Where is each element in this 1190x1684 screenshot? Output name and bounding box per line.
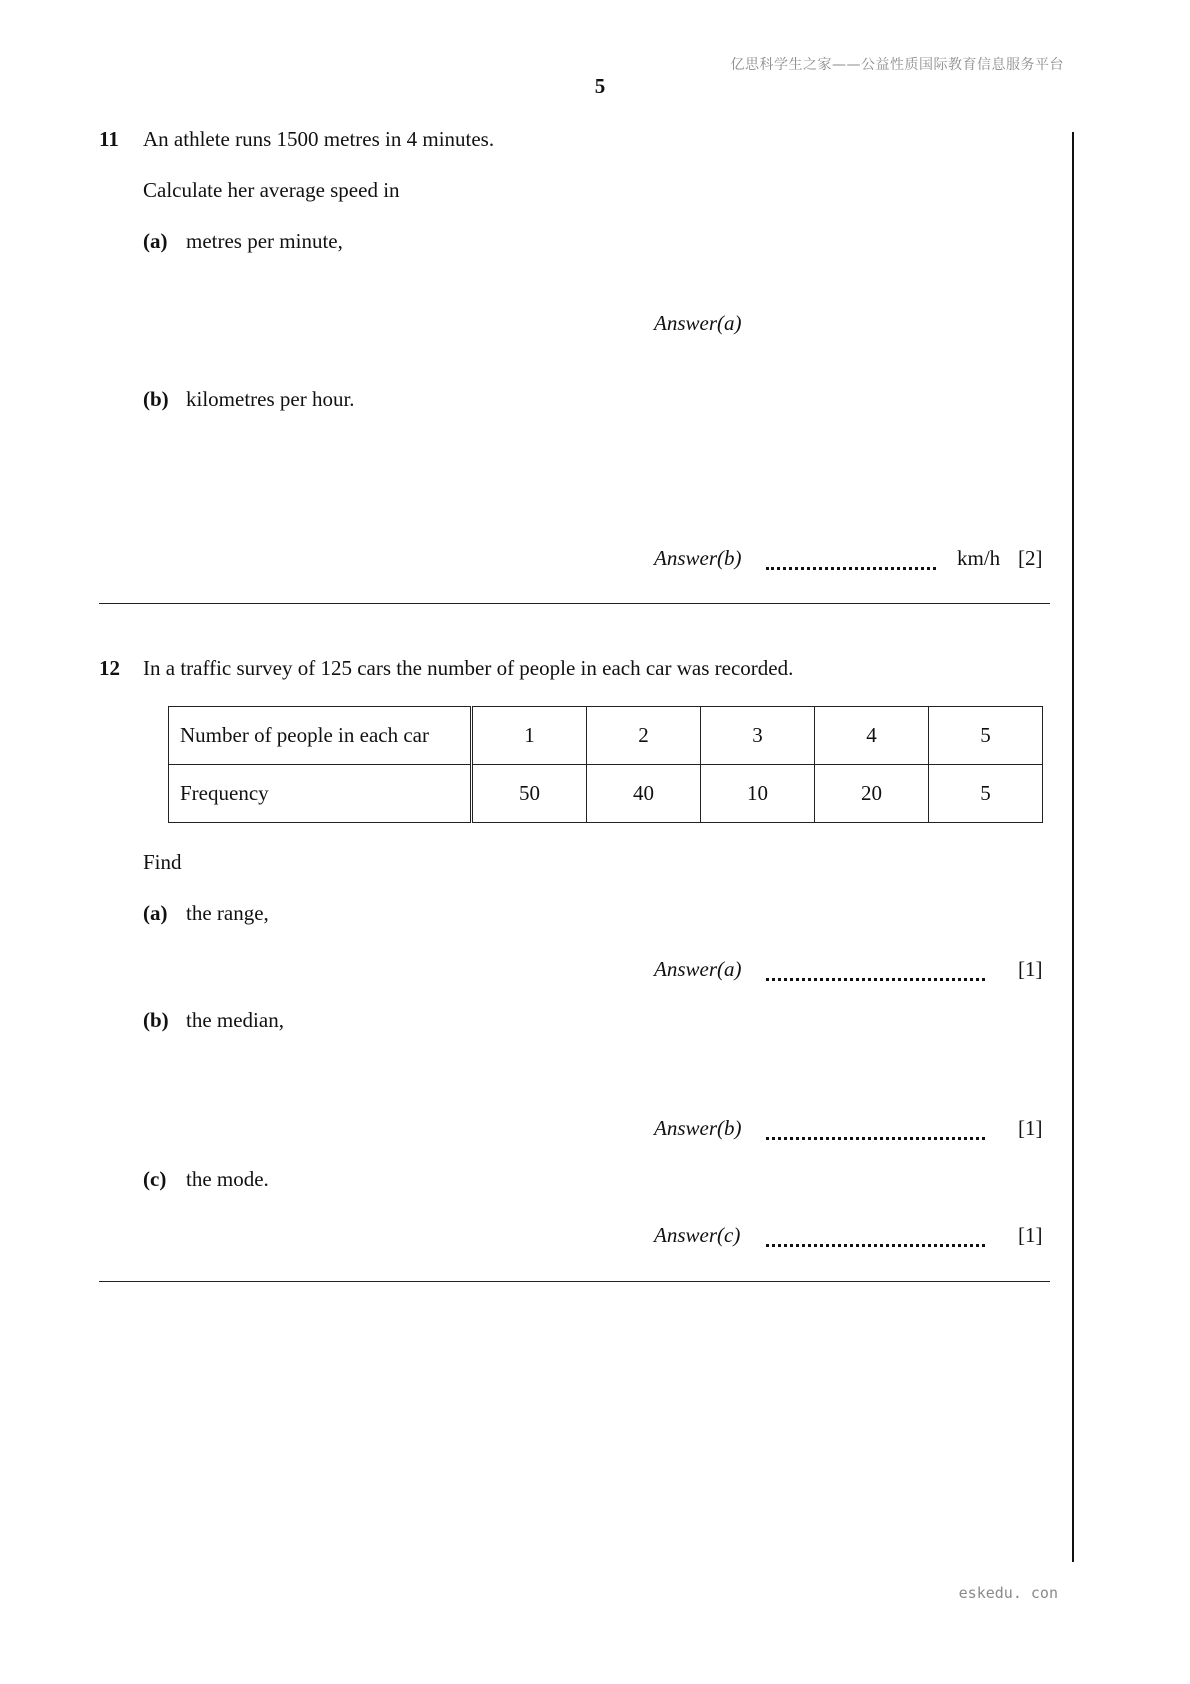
table-cell: 20 — [815, 765, 929, 823]
table-cell: 5 — [929, 765, 1043, 823]
q11-part-a-text: metres per minute, — [186, 229, 343, 253]
q11-answer-b-field[interactable] — [766, 559, 936, 570]
table-header-people: Number of people in each car — [169, 707, 472, 765]
q11-answer-b-unit: km/h — [957, 546, 1001, 570]
q12-part-b-label: (b) — [143, 1008, 169, 1032]
question-12-find: Find — [143, 850, 182, 874]
q11-part-a-label: (a) — [143, 229, 168, 253]
table-cell: 1 — [472, 707, 587, 765]
q12-answer-a-label: Answer(a) — [654, 957, 742, 981]
q11-answer-b-label: Answer(b) — [654, 546, 742, 570]
watermark-text: 亿思科学生之家——公益性质国际教育信息服务平台 — [730, 57, 1064, 73]
q12-answer-a-marks: [1] — [1018, 957, 1043, 981]
q11-part-b-text: kilometres per hour. — [186, 387, 355, 411]
q12-part-c-text: the mode. — [186, 1167, 269, 1191]
q12-answer-a-field[interactable] — [766, 970, 985, 981]
q12-answer-b-label: Answer(b) — [654, 1116, 742, 1140]
table-header-frequency: Frequency — [169, 765, 472, 823]
question-11-number: 11 — [99, 127, 119, 151]
question-12-number: 12 — [99, 656, 120, 680]
table-cell: 3 — [701, 707, 815, 765]
question-11-intro: An athlete runs 1500 metres in 4 minutes. — [143, 127, 495, 151]
q12-answer-c-field[interactable] — [766, 1236, 985, 1247]
frequency-table — [168, 706, 1043, 823]
q12-part-c-label: (c) — [143, 1167, 167, 1191]
q12-part-b-text: the median, — [186, 1008, 284, 1032]
q11-part-b-label: (b) — [143, 387, 169, 411]
q12-answer-b-field[interactable] — [766, 1129, 985, 1140]
q11-answer-a-label: Answer(a) — [654, 311, 742, 335]
q12-answer-c-label: Answer(c) — [654, 1223, 741, 1247]
table-cell: 4 — [815, 707, 929, 765]
table-cell: 5 — [929, 707, 1043, 765]
table-row — [169, 707, 1043, 765]
table-cell: 40 — [587, 765, 701, 823]
question-11-instruction: Calculate her average speed in — [143, 178, 400, 202]
table-row — [169, 765, 1043, 823]
q12-part-a-text: the range, — [186, 901, 269, 925]
footer-url: eskedu. con — [958, 1584, 1058, 1602]
section-divider — [99, 603, 1050, 604]
q12-part-a-label: (a) — [143, 901, 168, 925]
q11-marks: [2] — [1018, 546, 1043, 570]
table-cell: 10 — [701, 765, 815, 823]
section-divider — [99, 1281, 1050, 1282]
q12-answer-b-marks: [1] — [1018, 1116, 1043, 1140]
table-cell: 2 — [587, 707, 701, 765]
table-cell: 50 — [472, 765, 587, 823]
margin-rule — [1072, 132, 1074, 1562]
question-12-intro: In a traffic survey of 125 cars the number of people in each car was recorded. — [143, 656, 794, 680]
page-number: 5 — [594, 74, 606, 98]
q12-answer-c-marks: [1] — [1018, 1223, 1043, 1247]
